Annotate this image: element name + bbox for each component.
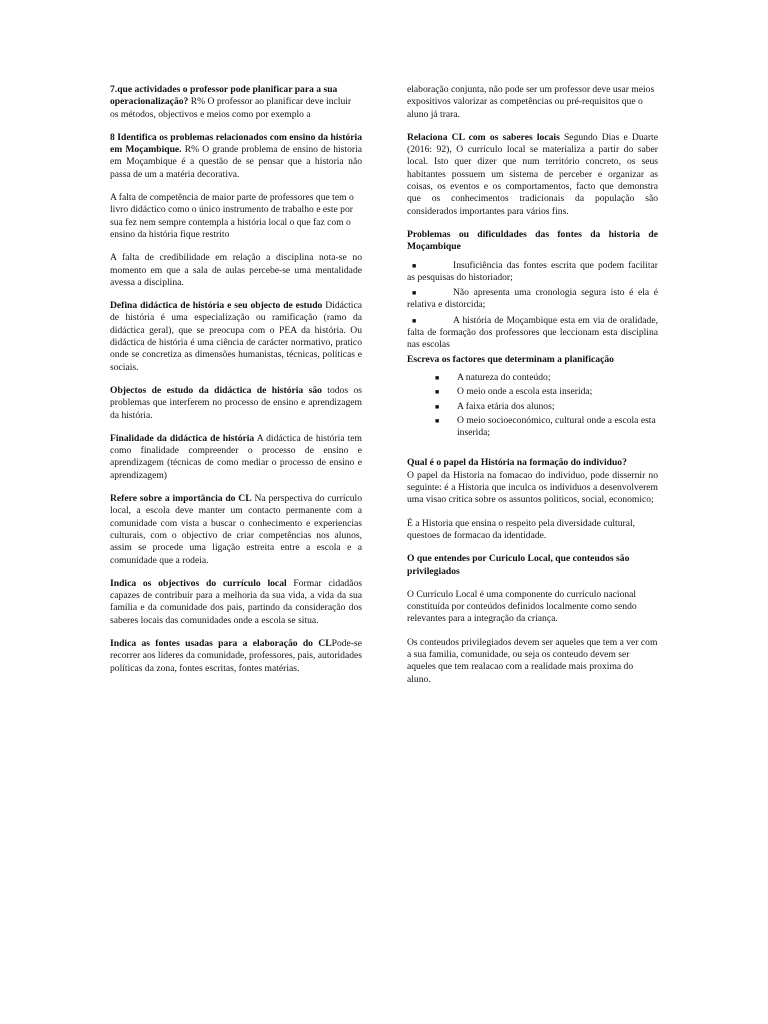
bullet-icon: ■ (412, 316, 417, 325)
list-item: ■ O meio socioeconómico, cultural onde a escola esta inserida; (435, 414, 656, 439)
cl-objectives-paragraph: Indica os objectivos do currículo local Formar cidadãos capazes de contribuir para a melhoria da sua vida, a vida da sua família e da comunidade dos pais, partindo da consideração dos saberes locais das comunidades onde a escola se situa. (110, 577, 362, 626)
factors-heading: Escreva os factores que determinam a planificação (407, 353, 614, 365)
list-item: ■ A natureza do conteúdo; (435, 371, 551, 383)
q8-heading: 8 Identifica os problemas relacionados com ensino da história em Moçambique. (110, 131, 362, 156)
q8-paragraph: 8 Identifica os problemas relacionados com ensino da história em Moçambique. R% O grande problema de ensino de historia em Moçambique é a questão de se pensar que a historia não passa de um a matéria decorativa. (110, 131, 362, 180)
cl-importance-paragraph: Refere sobre a importância do CL Na perspectiva do currículo local, a escola deve manter um contacto permanente com a comunidade com vista a buscar o conhecimento e experiencias culturais, com o objectivo de criar competências nos alunos, assim se procede uma ligação estreita entre a escola e a comunidade que a rodeia. (110, 493, 362, 566)
list-item: ■ Insuficiência das fontes escrita que podem facilitar as pesquisas do historiador; (407, 259, 658, 283)
role-paragraph-1: O papel da Historia na fomacao do individuo, pode dissernir no seguinte: é a Historia que inculca os individuos a desenvolverem uma visao critica sobre os assuntos politicos, social, economico; (407, 469, 658, 506)
bullet-icon: ■ (412, 261, 417, 270)
competence-paragraph: A falta de competência de maior parte de professores que tem o livro didáctico como o único instrumento de trabalho e este por sua fez nem sempre contempla a história local o que faz com o ensino da história fique restrito (110, 192, 354, 240)
cl-contents-paragraph: Os conteudos privilegiados devem ser aqueles que tem a ver com a sua familia, comunidade, ou seja os conteudo devem ser aqueles que tem realacao com a realidade mais proxima do aluno. (407, 636, 658, 685)
relaciona-heading: Relaciona CL com os saberes locais (407, 131, 560, 143)
bullet-icon: ■ (435, 402, 440, 411)
bullet-icon: ■ (435, 373, 440, 382)
cl-sources-heading: Indica as fontes usadas para a elaboração do CL (110, 637, 332, 649)
didactics-definition-paragraph: Defina didáctica de história e seu objecto de estudo Didáctica de história é uma especialização ou ramificação (ramo da didáctica geral), que se preocupa com o PEA da história. Ou didáctica de história é uma ciência de carácter normativo, pratico onde se concretiza as dimensões humanistas, técnicas, políticas e sociais. (110, 300, 362, 373)
didactics-definition-heading: Defina didáctica de história e seu objecto de estudo (110, 300, 323, 312)
list-item: ■ Não apresenta uma cronologia segura isto é ela é relativa e distorcida; (407, 287, 658, 311)
didactics-purpose-paragraph: Finalidade da didáctica de história A didáctica de história tem como finalidade compreender o processo de ensino e aprendizagem (técnicas de como mediar o processo de ensino e aprendizagem) (110, 432, 362, 481)
cl-objectives-heading: Indica os objectivos do currículo local (110, 577, 287, 589)
credibility-paragraph: A falta de credibilidade em relação a disciplina nota-se no momento em que a sala de aulas percebe-se uma mentalidade avessa a disciplina. (110, 252, 362, 288)
q7-heading: 7.que actividades o professor pode planificar para a sua operacionalização? (110, 84, 338, 108)
problems-list (407, 260, 658, 352)
role-heading: Qual é o papel da História na formação do individuo? (407, 457, 627, 469)
cl-definition-paragraph: O Currículo Local é uma componente do currículo nacional constituída por conteúdos definidos localmente como sendo relevantes para a integração da criança. (407, 588, 637, 625)
problems-heading: Problemas ou dificuldades das fontes da historia de Moçambique (407, 228, 658, 253)
relaciona-paragraph: Relaciona CL com os saberes locais Segundo Dias e Duarte (2016: 92), O currículo local se materializa a partir do saber local. Isto quer dizer que num território concreto, os seus habitantes possuem um sistema de perceber e organizar as coisas, os eventos e os comportamentos, facto que demonstra que os conhecimentos tradicionais da população são considerados importantes para vários fins. (407, 131, 658, 217)
q7-paragraph: 7.que actividades o professor pode planificar para a sua operacionalização? R% O professor ao planificar deve incluir os métodos, objectivos e meios como por exemplo a (110, 84, 352, 120)
cl-sources-paragraph: Indica as fontes usadas para a elaboração do CLPode-se recorrer aos líderes da comunidade, professores, pais, autoridades políticas da zona, fontes escritas, fontes matérias. (110, 637, 363, 674)
left-column (110, 84, 362, 686)
cl-importance-heading: Refere sobre a importância do CL (110, 493, 252, 505)
bullet-icon: ■ (435, 416, 440, 425)
study-objects-heading: Objectos de estudo da didáctica de história são (110, 384, 322, 396)
bullet-icon: ■ (412, 289, 417, 298)
study-objects-paragraph: Objectos de estudo da didáctica de história são todos os problemas que interferem no processo de ensino e aprendizagem da história. (110, 384, 362, 421)
didactics-purpose-heading: Finalidade da didáctica de história (110, 432, 255, 444)
cl-definition-heading: O que entendes por Curiculo Local, que conteudos são privilegiados (407, 553, 630, 577)
factors-list (433, 372, 658, 439)
continuation-paragraph: elaboração conjunta, não pode ser um professor deve usar meios expositivos valorizar as competências ou pré-requisitos que o aluno já trara. (407, 84, 655, 120)
role-paragraph-2: É a Historia que ensina o respeito pela diversidade cultural, questoes de formacao da identidade. (407, 517, 636, 541)
bullet-icon: ■ (435, 388, 440, 397)
right-column (407, 84, 658, 697)
list-item: ■ A faixa etária dos alunos; (435, 400, 555, 412)
list-item: ■ A história de Moçambique esta em via de oralidade, falta de formação dos professores que leccionam esta disciplina nas escolas (407, 314, 658, 351)
list-item: ■ O meio onde a escola esta inserida; (435, 386, 593, 398)
